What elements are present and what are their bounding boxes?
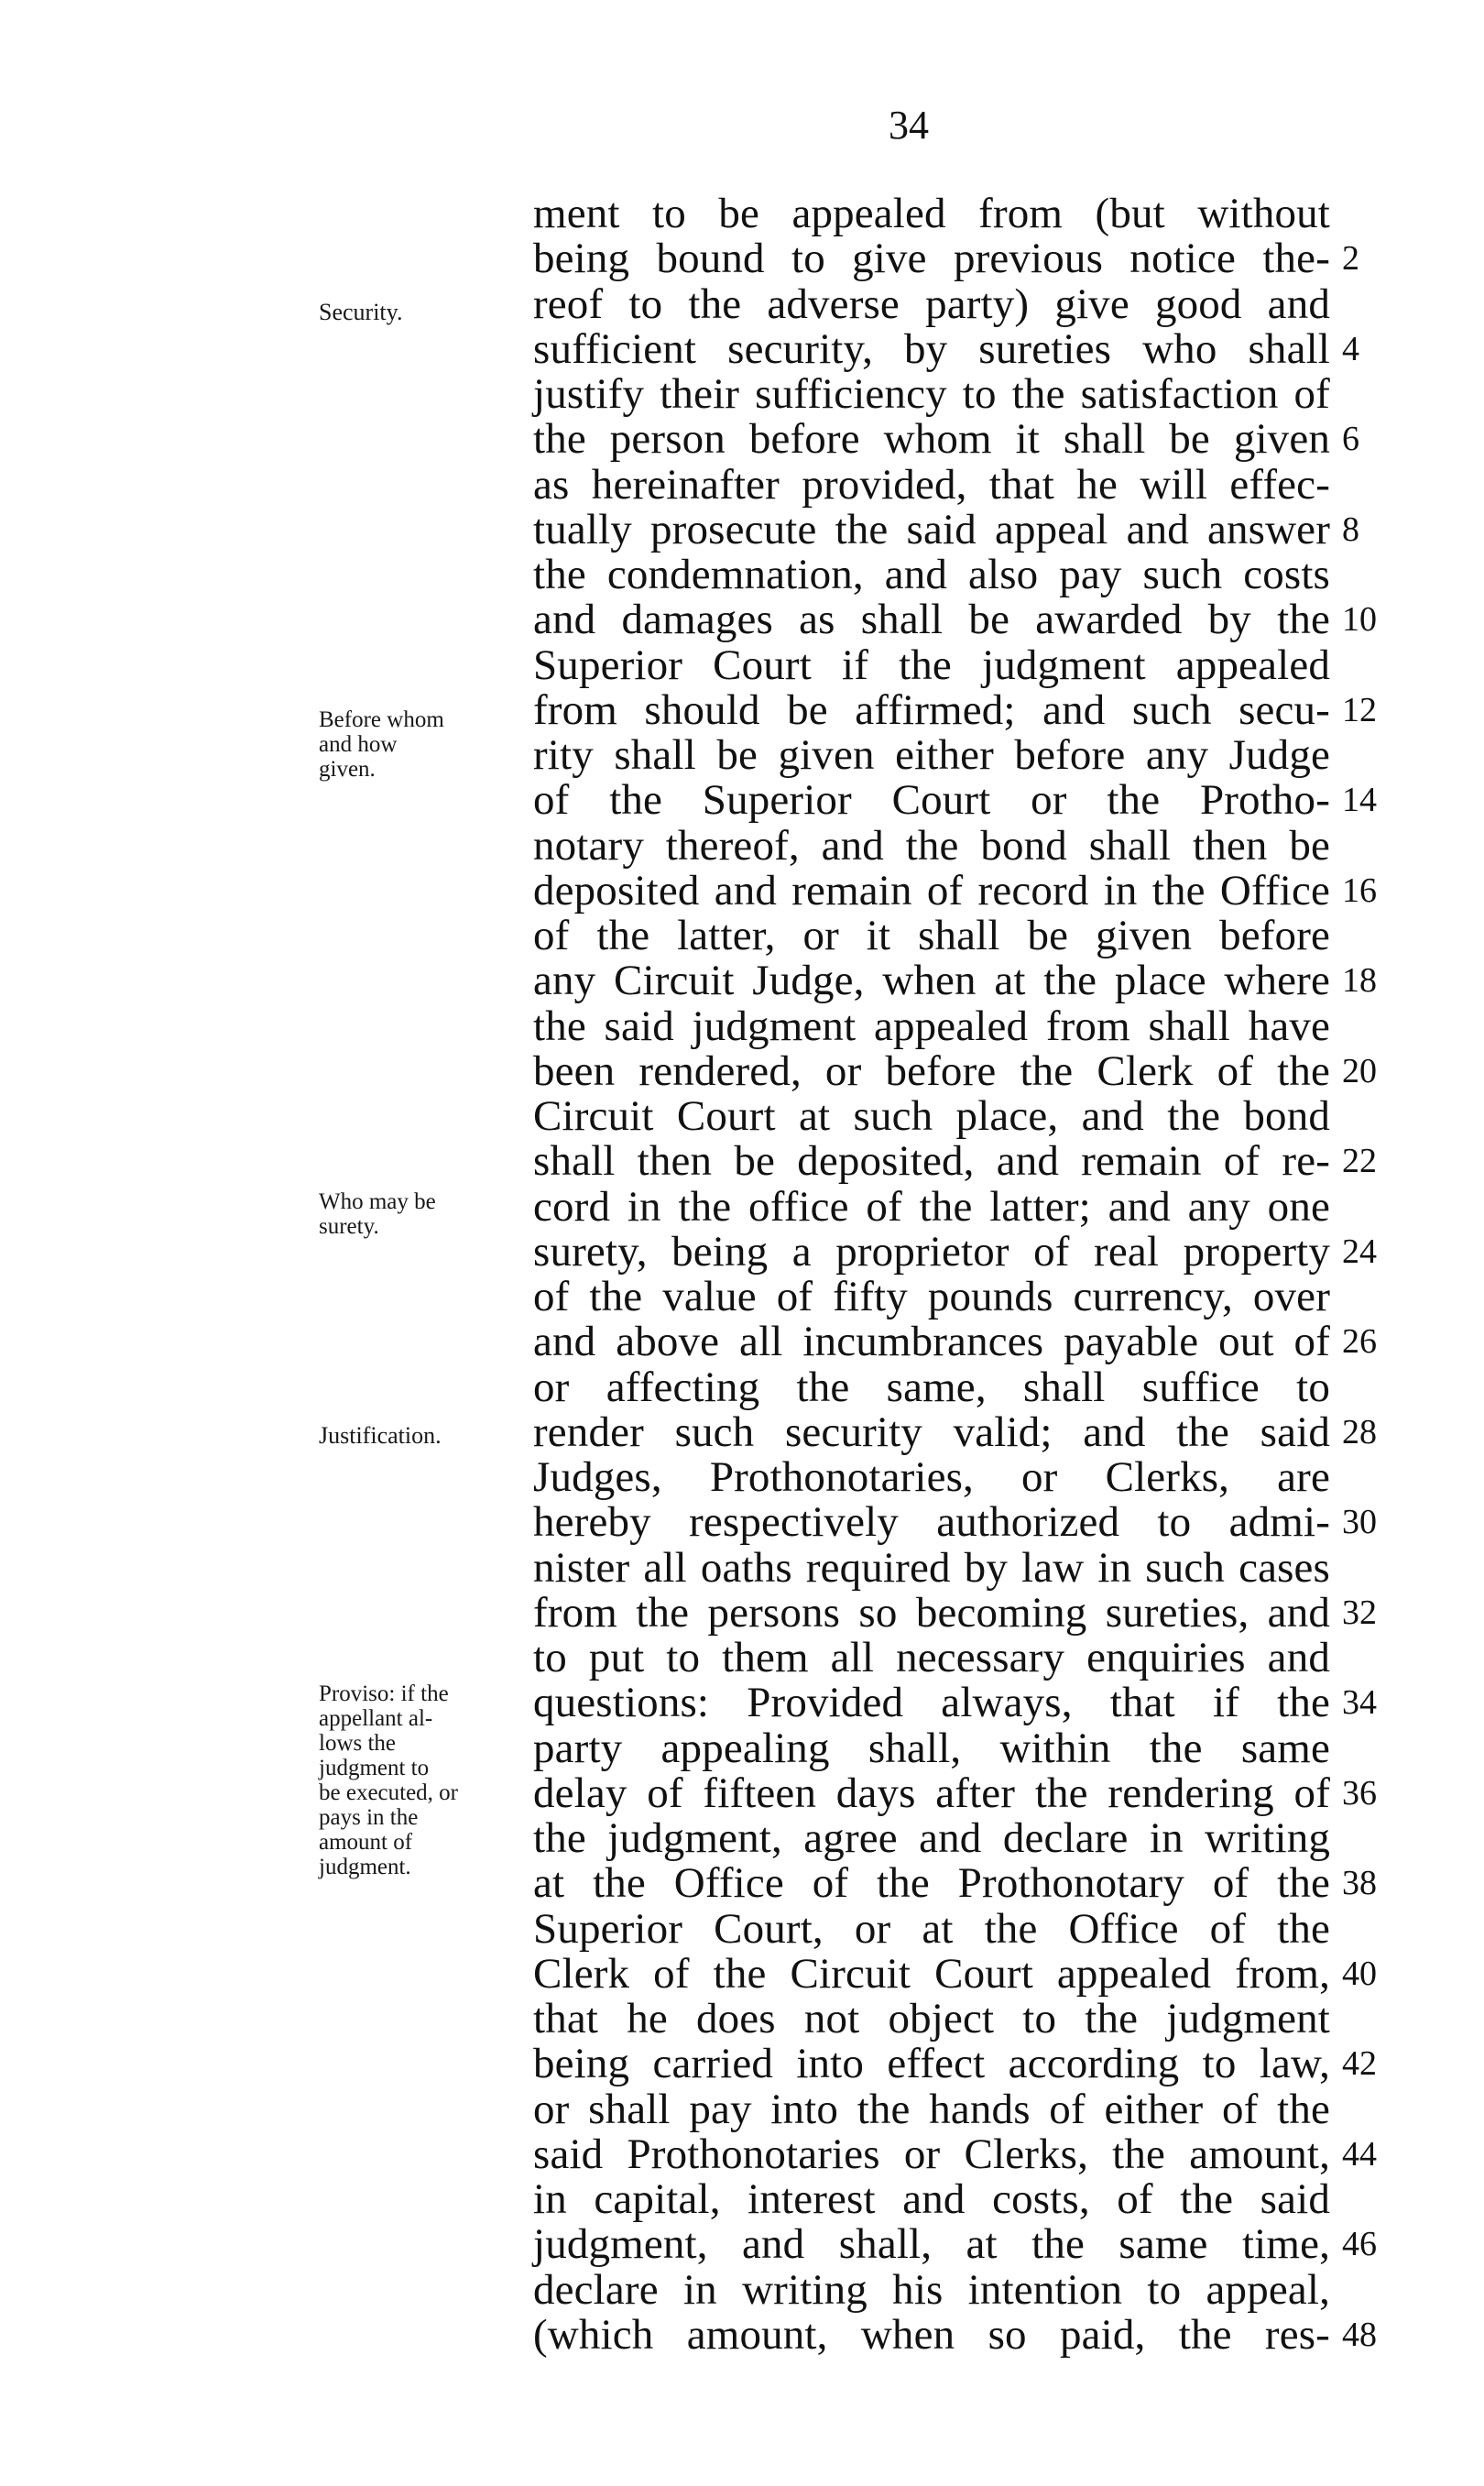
body-line: rity shall be given either before any Judge	[533, 731, 1330, 779]
margin-note-line: lows the	[319, 1731, 397, 1756]
line-number: 46	[1342, 2225, 1377, 2263]
body-line: at the Office of the Prothonotary of the	[533, 1859, 1330, 1908]
line-number: 36	[1342, 1773, 1377, 1812]
margin-note-line: surety.	[319, 1214, 379, 1239]
body-line: the condemnation, and also pay such costs	[533, 551, 1330, 598]
body-line: being carried into effect according to law,	[533, 2040, 1330, 2088]
body-line: deposited and remain of record in the Office	[533, 866, 1330, 914]
body-line: in capital, interest and costs, of the said	[533, 2175, 1330, 2223]
body-line: delay of fifteen days after the rendering of	[533, 1769, 1330, 1817]
body-line: notary thereof, and the bond shall then be	[533, 821, 1330, 870]
body-line: of the Superior Court or the Protho-	[533, 776, 1330, 825]
body-line: Circuit Court at such place, and the bond	[533, 1092, 1330, 1140]
margin-note-line: Justification.	[319, 1422, 442, 1449]
body-line: the judgment, agree and declare in writing	[533, 1814, 1330, 1862]
body-line: sufficient security, by sureties who shall	[533, 324, 1330, 373]
body-line: been rendered, or before the Clerk of the	[533, 1046, 1330, 1095]
line-number: 16	[1342, 871, 1377, 910]
body-line: to put to them all necessary enquiries and	[533, 1634, 1330, 1681]
line-number: 40	[1342, 1954, 1377, 1993]
line-number: 14	[1342, 781, 1377, 819]
line-number: 28	[1342, 1412, 1377, 1451]
margin-note-line: judgment.	[319, 1855, 411, 1879]
body-line: from the persons so becoming sureties, and	[533, 1588, 1330, 1637]
margin-note-line: Proviso: if the	[319, 1681, 449, 1706]
margin-note-line: be executed, or	[319, 1780, 459, 1805]
line-number: 2	[1342, 239, 1359, 278]
body-line: or shall pay into the hands of either of the	[533, 2085, 1330, 2133]
line-number: 32	[1342, 1593, 1377, 1632]
body-line: Superior Court if the judgment appealed	[533, 641, 1330, 689]
body-line: nister all oaths required by law in such cases	[533, 1543, 1330, 1592]
margin-note-line: Security.	[319, 299, 403, 325]
line-number: 24	[1342, 1232, 1377, 1271]
line-number: 20	[1342, 1051, 1377, 1090]
body-line: or affecting the same, shall suffice to	[533, 1363, 1330, 1411]
legal-text-body	[533, 192, 1330, 2358]
line-number: 38	[1342, 1864, 1377, 1902]
margin-note-line: judgment to	[319, 1756, 430, 1780]
body-line: being bound to give previous notice the-	[533, 235, 1330, 283]
line-number-column	[1342, 236, 1406, 2403]
line-number: 6	[1342, 420, 1359, 458]
body-line: from should be affirmed; and such secu-	[533, 685, 1330, 734]
body-line: render such security valid; and the said	[533, 1407, 1330, 1456]
body-line: hereby respectively authorized to admi-	[533, 1498, 1330, 1547]
body-line: that he does not object to the judgment	[533, 1995, 1330, 2042]
body-line: tually prosecute the said appeal and answer	[533, 505, 1330, 553]
body-line: ment to be appealed from (but without	[533, 190, 1330, 237]
body-line: shall then be deposited, and remain of re-	[533, 1137, 1330, 1186]
margin-note-line: Before whom	[319, 707, 444, 732]
body-line: declare in writing his intention to appeal,	[533, 2265, 1330, 2314]
margin-note-line: and how	[319, 732, 398, 757]
line-number: 42	[1342, 2044, 1377, 2083]
margin-note-proviso	[319, 1681, 516, 1879]
body-line: justify their sufficiency to the satisfaction of	[533, 370, 1330, 418]
line-number: 34	[1342, 1683, 1377, 1722]
page-number: 34	[889, 103, 929, 148]
body-line: Superior Court, or at the Office of the	[533, 1904, 1330, 1953]
body-line: as hereinafter provided, that he will effec-	[533, 460, 1330, 509]
margin-note-line: Who may be	[319, 1189, 436, 1214]
line-number: 48	[1342, 2315, 1377, 2354]
body-line: of the latter, or it shall be given before	[533, 912, 1330, 959]
line-number: 18	[1342, 961, 1377, 1000]
line-number: 10	[1342, 600, 1377, 639]
body-line: surety, being a proprietor of real property	[533, 1227, 1330, 1276]
margin-note-security	[319, 300, 516, 324]
margin-note-line: appellant al-	[319, 1706, 433, 1731]
body-line: (which amount, when so paid, the res-	[533, 2310, 1330, 2359]
line-number: 22	[1342, 1142, 1377, 1180]
body-line: Judges, Prothonotaries, or Clerks, are	[533, 1453, 1330, 1501]
body-line: reof to the adverse party) give good and	[533, 279, 1330, 328]
line-number: 44	[1342, 2134, 1377, 2174]
line-number: 12	[1342, 690, 1377, 729]
body-line: cord in the office of the latter; and any one	[533, 1182, 1330, 1231]
body-line: and above all incumbrances payable out of	[533, 1318, 1330, 1366]
body-line: said Prothonotaries or Clerks, the amount,	[533, 2130, 1330, 2178]
margin-note-line: given.	[319, 757, 376, 782]
margin-note-line: amount of	[319, 1830, 413, 1855]
margin-note-before-whom	[319, 707, 516, 782]
body-line: party appealing shall, within the same	[533, 1724, 1330, 1772]
line-number: 8	[1342, 509, 1359, 549]
line-number: 4	[1342, 329, 1359, 368]
body-line: and damages as shall be awarded by the	[533, 596, 1330, 644]
line-number: 30	[1342, 1503, 1377, 1541]
body-line: Clerk of the Circuit Court appealed from,	[533, 1949, 1330, 1998]
margin-note-line: pays in the	[319, 1805, 419, 1830]
margin-note-justification	[319, 1423, 516, 1448]
margin-note-who-may-be-surety	[319, 1189, 516, 1239]
body-line: judgment, and shall, at the same time,	[533, 2220, 1330, 2269]
body-line: the said judgment appealed from shall have	[533, 1002, 1330, 1050]
line-number: 26	[1342, 1322, 1377, 1361]
body-line: the person before whom it shall be given	[533, 415, 1330, 464]
body-line: questions: Provided always, that if the	[533, 1679, 1330, 1727]
body-line: of the value of fifty pounds currency, over	[533, 1273, 1330, 1320]
body-line: any Circuit Judge, when at the place where	[533, 957, 1330, 1005]
